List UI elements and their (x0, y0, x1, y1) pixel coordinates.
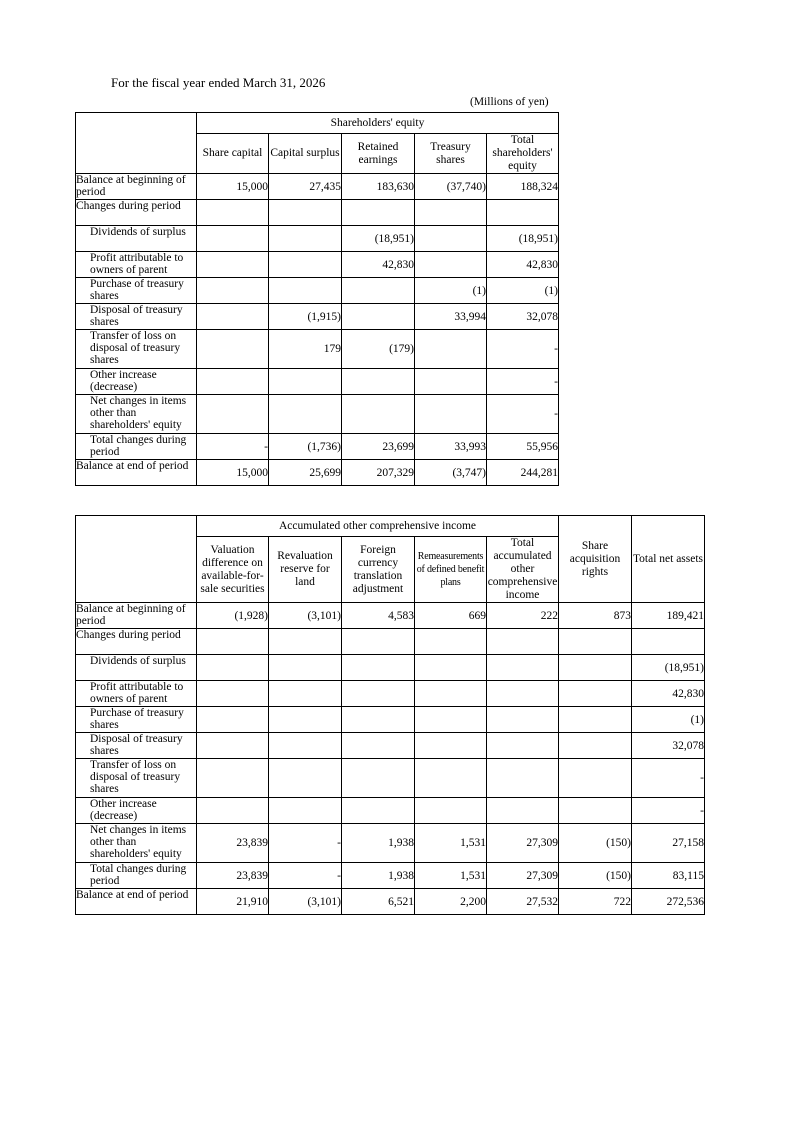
table-row (76, 759, 705, 798)
value-cell (559, 655, 632, 681)
value-cell: 2,200 (415, 889, 487, 915)
row-label-header-cell (76, 516, 197, 603)
shareholders-equity-table (75, 112, 559, 486)
value-cell (342, 200, 415, 226)
row-label-header-cell (76, 113, 197, 174)
value-cell: 32,078 (487, 304, 559, 330)
value-cell: 1,531 (415, 824, 487, 863)
value-cell: - (487, 395, 559, 434)
row-label: Changes during period (76, 629, 197, 655)
value-cell (559, 798, 632, 824)
value-cell: (1,736) (269, 434, 342, 460)
value-cell: 42,830 (487, 252, 559, 278)
value-cell: 207,329 (342, 460, 415, 486)
value-cell (559, 629, 632, 655)
table-row (76, 733, 705, 759)
value-cell (269, 759, 342, 798)
value-cell (197, 226, 269, 252)
value-cell (269, 681, 342, 707)
row-label: Disposal of treasury shares (76, 304, 197, 330)
row-label: Other increase (decrease) (76, 369, 197, 395)
row-label: Changes during period (76, 200, 197, 226)
value-cell (559, 733, 632, 759)
value-cell: 27,309 (487, 863, 559, 889)
value-cell: 669 (415, 603, 487, 629)
value-cell: 1,938 (342, 863, 415, 889)
value-cell (415, 200, 487, 226)
table-row (76, 629, 705, 655)
value-cell (487, 200, 559, 226)
value-cell (197, 278, 269, 304)
column-header: Share capital (197, 134, 269, 174)
table-row (76, 278, 559, 304)
units-note: (Millions of yen) (470, 96, 549, 108)
row-label: Transfer of loss on disposal of treasury shares (76, 759, 197, 798)
value-cell: 6,521 (342, 889, 415, 915)
value-cell: - (269, 824, 342, 863)
table-row (76, 200, 559, 226)
value-cell (342, 798, 415, 824)
accumulated-oci-rows (76, 603, 705, 915)
value-cell: (18,951) (632, 655, 705, 681)
value-cell (415, 369, 487, 395)
value-cell (415, 395, 487, 434)
table-row (76, 889, 705, 915)
value-cell (342, 733, 415, 759)
value-cell: (3,747) (415, 460, 487, 486)
value-cell: 722 (559, 889, 632, 915)
row-label: Dividends of surplus (76, 226, 197, 252)
shareholders-equity-rows (76, 174, 559, 486)
row-label: Disposal of treasury shares (76, 733, 197, 759)
table-row (76, 603, 705, 629)
group-header: Shareholders' equity (197, 113, 559, 134)
value-cell (197, 655, 269, 681)
value-cell (487, 707, 559, 733)
table-row (76, 863, 705, 889)
column-header: Valuation difference on available-for-sale securities (197, 537, 269, 603)
value-cell (559, 707, 632, 733)
table-row (76, 304, 559, 330)
value-cell (415, 798, 487, 824)
value-cell (415, 707, 487, 733)
value-cell (415, 655, 487, 681)
value-cell: 179 (269, 330, 342, 369)
value-cell (197, 252, 269, 278)
row-label: Purchase of treasury shares (76, 278, 197, 304)
value-cell (487, 655, 559, 681)
column-header: Revaluation reserve for land (269, 537, 342, 603)
value-cell: 55,956 (487, 434, 559, 460)
table-row (76, 460, 559, 486)
value-cell (415, 759, 487, 798)
value-cell (342, 369, 415, 395)
column-header: Total accumulated other comprehensive income (487, 537, 558, 601)
group-header: Accumulated other comprehensive income (197, 516, 559, 537)
value-cell: 23,699 (342, 434, 415, 460)
value-cell: 189,421 (632, 603, 705, 629)
value-cell: 83,115 (632, 863, 705, 889)
value-cell: - (632, 759, 705, 798)
value-cell: 1,531 (415, 863, 487, 889)
value-cell: 21,910 (197, 889, 269, 915)
value-cell: 23,839 (197, 824, 269, 863)
table-row (76, 226, 559, 252)
value-cell: (18,951) (487, 226, 559, 252)
value-cell (197, 395, 269, 434)
value-cell: 1,938 (342, 824, 415, 863)
table-row (76, 434, 559, 460)
value-cell: (1) (632, 707, 705, 733)
value-cell: 183,630 (342, 174, 415, 200)
table-row (76, 681, 705, 707)
value-cell (487, 733, 559, 759)
value-cell (269, 733, 342, 759)
value-cell (559, 759, 632, 798)
value-cell (269, 395, 342, 434)
value-cell: (1) (415, 278, 487, 304)
table-row (76, 824, 705, 863)
value-cell (342, 681, 415, 707)
value-cell (342, 304, 415, 330)
column-header: Total net assets (632, 516, 705, 603)
row-label: Balance at end of period (76, 889, 197, 915)
value-cell: - (632, 798, 705, 824)
row-label: Total changes during period (76, 863, 197, 889)
value-cell (559, 681, 632, 707)
accumulated-oci-table (75, 515, 705, 915)
table-row (76, 798, 705, 824)
row-label: Net changes in items other than shareholders' equity (76, 824, 197, 863)
value-cell: (150) (559, 824, 632, 863)
row-label: Balance at beginning of period (76, 174, 197, 200)
row-label: Balance at beginning of period (76, 603, 197, 629)
value-cell: 873 (559, 603, 632, 629)
value-cell: (1) (487, 278, 559, 304)
value-cell (342, 629, 415, 655)
value-cell: 42,830 (342, 252, 415, 278)
row-label: Transfer of loss on disposal of treasury shares (76, 330, 197, 369)
table-row (76, 252, 559, 278)
value-cell: (179) (342, 330, 415, 369)
row-label: Profit attributable to owners of parent (76, 252, 197, 278)
value-cell: 32,078 (632, 733, 705, 759)
value-cell (197, 304, 269, 330)
table-row (76, 174, 559, 200)
value-cell: 33,993 (415, 434, 487, 460)
value-cell (487, 759, 559, 798)
value-cell: (3,101) (269, 889, 342, 915)
value-cell (197, 707, 269, 733)
column-header: Share acquisition rights (559, 516, 632, 603)
value-cell (415, 681, 487, 707)
value-cell: 4,583 (342, 603, 415, 629)
value-cell (487, 629, 559, 655)
value-cell (269, 798, 342, 824)
row-label: Dividends of surplus (76, 655, 197, 681)
value-cell (342, 395, 415, 434)
column-header: Retained earnings (342, 134, 415, 174)
value-cell: (18,951) (342, 226, 415, 252)
value-cell: 25,699 (269, 460, 342, 486)
value-cell: (150) (559, 863, 632, 889)
value-cell (487, 798, 559, 824)
value-cell: (3,101) (269, 603, 342, 629)
column-header: Total shareholders' equity (487, 134, 559, 174)
value-cell (487, 681, 559, 707)
value-cell (415, 733, 487, 759)
value-cell: 222 (487, 603, 559, 629)
value-cell: 27,158 (632, 824, 705, 863)
value-cell (415, 330, 487, 369)
value-cell (342, 707, 415, 733)
value-cell: (1,915) (269, 304, 342, 330)
value-cell: 188,324 (487, 174, 559, 200)
value-cell (632, 629, 705, 655)
value-cell (269, 369, 342, 395)
value-cell: - (197, 434, 269, 460)
value-cell (269, 226, 342, 252)
value-cell: - (487, 369, 559, 395)
value-cell (197, 759, 269, 798)
value-cell: 27,309 (487, 824, 559, 863)
value-cell: 33,994 (415, 304, 487, 330)
column-header: Treasury shares (415, 134, 487, 174)
value-cell: (1,928) (197, 603, 269, 629)
value-cell (342, 278, 415, 304)
value-cell (415, 226, 487, 252)
value-cell (197, 369, 269, 395)
value-cell (342, 759, 415, 798)
value-cell (197, 629, 269, 655)
value-cell (269, 252, 342, 278)
table-row (76, 655, 705, 681)
row-label: Net changes in items other than shareholders' equity (76, 395, 197, 434)
value-cell: (37,740) (415, 174, 487, 200)
value-cell: 15,000 (197, 174, 269, 200)
row-label: Balance at end of period (76, 460, 197, 486)
column-header: Capital surplus (269, 134, 342, 174)
value-cell: 23,839 (197, 863, 269, 889)
table-row (76, 395, 559, 434)
row-label: Profit attributable to owners of parent (76, 681, 197, 707)
value-cell (269, 200, 342, 226)
value-cell (197, 681, 269, 707)
value-cell: 27,532 (487, 889, 559, 915)
statement-period-title: For the fiscal year ended March 31, 2026 (111, 75, 326, 90)
value-cell (197, 200, 269, 226)
value-cell: - (269, 863, 342, 889)
value-cell (197, 733, 269, 759)
table-row (76, 369, 559, 395)
value-cell (415, 629, 487, 655)
column-header: Remeasurements of defined benefit plans (415, 537, 487, 603)
value-cell (269, 707, 342, 733)
table-row (76, 707, 705, 733)
table-row (76, 330, 559, 369)
value-cell: 244,281 (487, 460, 559, 486)
value-cell: 272,536 (632, 889, 705, 915)
value-cell: 15,000 (197, 460, 269, 486)
value-cell (415, 252, 487, 278)
row-label: Purchase of treasury shares (76, 707, 197, 733)
column-header: Foreign currency translation adjustment (342, 537, 415, 603)
value-cell: 42,830 (632, 681, 705, 707)
value-cell (197, 798, 269, 824)
value-cell (342, 655, 415, 681)
value-cell (269, 278, 342, 304)
value-cell (269, 629, 342, 655)
value-cell: 27,435 (269, 174, 342, 200)
value-cell (197, 330, 269, 369)
row-label: Other increase (decrease) (76, 798, 197, 824)
value-cell (269, 655, 342, 681)
value-cell: - (487, 330, 559, 369)
row-label: Total changes during period (76, 434, 197, 460)
